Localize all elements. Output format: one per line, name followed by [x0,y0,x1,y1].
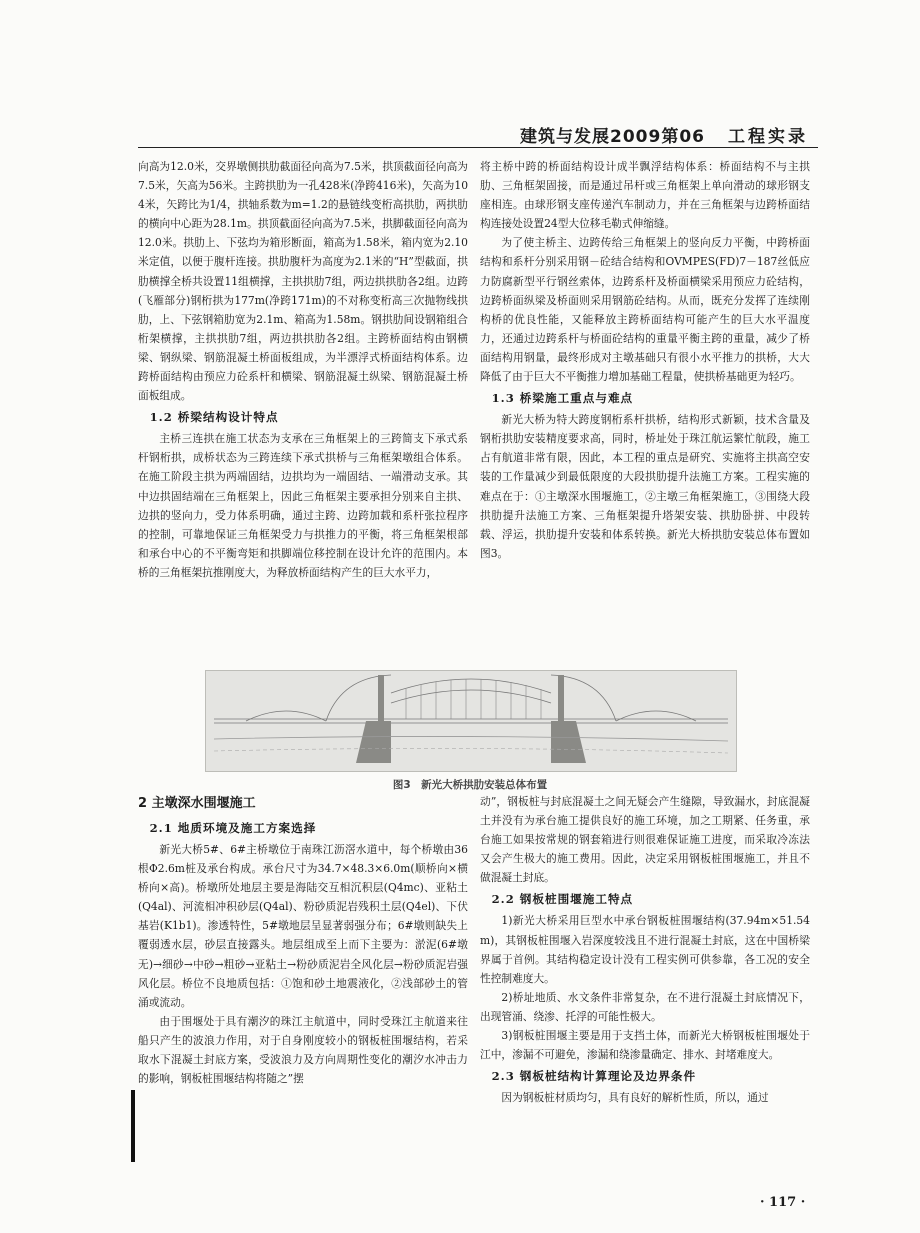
section-heading-2-2: 2.2 钢板桩围堰施工特点 [491,892,634,907]
paragraph: 1)新光大桥采用巨型水中承台钢板桩围堰结构(37.94m×51.54m)，其钢板桩围堰入岩深度较浅且不进行混凝土封底，这在中国桥梁界属于首例。其结构稳定设计没有工程实例可供参靠，各工况的安全性控制难度大。 [480,914,810,985]
column-top-right [480,157,810,563]
bridge-layout-figure [205,670,737,772]
paragraph: 新光大桥为特大跨度钢桁系杆拱桥，结构形式新颖，技术含量及钢桁拱肋安装精度要求高，同时，桥址处于珠江航运繁忙航段，施工占有航道非常有限，因此，本工程的重点是研究、实施将主拱高空安装的工作量减少到最低限度的大段拱肋提升法施工方案。工程实施的难点在于：①主墩深水围堰施工，②主墩三角框架施工，③围绕大段拱肋提升法施工方案、三角框架提升塔架安装、拱肋卧拼、中段转载、浮运，拱肋提升安装和体系转换。新光大桥拱肋安装总体布置如图3。 [480,413,810,560]
paragraph: 为了使主桥主、边跨传给三角框架上的竖向反力平衡，中跨桥面结构和系杆分别采用钢－砼结合结构和OVMPES(FD)7－187丝低应力防腐新型平行钢丝索体，边跨系杆及桥面横梁采用预应力砼结构，边跨桥面纵梁及桥面则采用钢筋砼结构。从而，既充分发挥了连续刚构桥的优良性能，又能释放主跨桥面结构可能产生的巨大水平温度力，还通过边跨系杆与桥面砼结构的重量平衡主跨的重量，减少了桥面结构用钢量，最终形成对主墩基础只有很小水平推力的拱桥，大大降低了由于巨大不平衡推力增加基础工程量，使拱桥基础更为轻巧。 [480,236,810,384]
section-heading-2-3: 2.3 钢板桩结构计算理论及边界条件 [491,1069,697,1084]
section-heading-2: 2 主墩深水围堰施工 [138,796,256,811]
paragraph: 3)钢板桩围堰主要是用于支挡土体，而新光大桥钢板桩围堰处于江中，渗漏不可避免，渗漏和绕渗量确定、排水、封堵难度大。 [480,1029,810,1062]
paragraph: 向高为12.0米，交界墩侧拱肋截面径向高为7.5米，拱顶截面径向高为7.5米，矢高为56米。主跨拱肋为一孔428米(净跨416米)，矢高为104米，矢跨比为1/4，拱轴系数为m=1.2的悬链线变桁高拱肋，两拱肋的横向中心距为28.1m。拱顶截面径向高为7.5米，拱脚截面径向高为12.0米。拱肋上、下弦均为箱形断面，箱高为1.58米，箱内宽为2.10米定值，以便于腹杆连接。拱肋腹杆为高度为2.1米的“H”型截面，拱肋横撑全桥共设置11组横撑，主拱拱肋7组，两边拱拱肋各2组。边跨(飞雁部分)钢桁拱为177m(净跨171m)的不对称变桁高三次抛物线拱肋，上、下弦钢箱肋宽为2.1m、箱高为1.58m。钢拱肋间设钢箱组合桁架横撑，主拱拱肋7组，两边拱拱肋各2组。主跨桥面结构由钢横梁、钢纵梁、钢筋混凝土桥面板组成，为半漂浮式桥面结构体系。边跨桥面结构由预应力砼系杆和横梁、钢筋混凝土纵梁、钢筋混凝土桥面板组成。 [138,160,468,403]
section-heading-1-3: 1.3 桥梁施工重点与难点 [491,391,634,406]
paragraph: 动”，钢板桩与封底混凝土之间无疑会产生缝隙，导致漏水，封底混凝土并没有为承台施工提供良好的施工环境，加之工期紧、任务重，承台施工如果按常规的钢套箱进行则很难保证施工进度，而采取冷冻法又会产生极大的施工费用。因此，决定采用钢板桩围堰施工，并且不做混凝土封底。 [480,795,810,885]
header-rule [138,147,818,148]
section-heading-2-1: 2.1 地质环境及施工方案选择 [149,821,317,835]
section-heading-1-2: 1.2 桥梁结构设计特点 [149,410,279,425]
paragraph: 2)桥址地质、水文条件非常复杂，在不进行混凝土封底情况下，出现管涌、绕渗、托浮的可能性极大。 [480,990,810,1023]
paragraph: 主桥三连拱在施工状态为支承在三角框架上的三跨简支下承式系杆钢桁拱，成桥状态为三跨连续下承式拱桥与三角框架墩组合体系。在施工阶段主拱为两端固结，边拱均为一端固结、一端滑动支承。其中边拱固结端在三角框架上，因此三角框架主要承担分别来自主拱、边拱的竖向力，受力体系明确，通过主跨、边跨加载和系杆张拉程序的控制，可靠地保证三角框架受力与拱推力的平衡，将三角框架根部和承台中心的不平衡弯矩和拱脚端位移控制在设计允许的范围内。本桥的三角框架抗推刚度大，为释放桥面结构产生的巨大水平力， [138,432,468,579]
paragraph: 将主桥中跨的桥面结构设计成半飘浮结构体系：桥面结构不与主拱肋、三角框架固接，而是通过吊杆或三角框架上单向滑动的球形钢支座相连。由球形钢支座传递汽车制动力，并在三角框架与边跨桥面结构连接处设置24型大位移毛勒式伸缩缝。 [480,160,810,231]
paragraph: 由于围堰处于具有潮汐的珠江主航道中，同时受珠江主航道来往船只产生的波浪力作用，对于自身刚度较小的钢板桩围堰结构，若采取水下混凝土封底方案，受波浪力及方向周期性变化的潮汐水冲击力的影响，钢板桩围堰结构将随之”摆 [138,1014,468,1086]
bridge-elevation-drawing [206,671,736,771]
journal-title: 建筑与发展2009第06 [520,127,705,147]
figure-caption: 图3 新光大桥拱肋安装总体布置 [392,779,548,791]
scan-artifact-mark [131,1090,135,1162]
column-top-left [138,157,468,582]
paragraph: 因为钢板桩材质均匀，具有良好的解析性质，所以，通过 [501,1091,769,1105]
paragraph: 新光大桥5#、6#主桥墩位于南珠江沥滘水道中，每个桥墩由36根Φ2.6m桩及承台构成。承台尺寸为34.7×48.3×6.0m(顺桥向×横桥向×高)。桥墩所处地层主要是海陆交互相沉积层(Q4mc)、亚粘土(Q4al)、河流相冲积砂层(Q4al)、粉砂质泥岩残积土层(Q4el)、下伏基岩(K1b1)。渗透特性，5#墩地层呈显著弱强分布；6#墩则缺失上覆弱透水层，砂层直接露头。地层组成至上而下主要为：淤泥(6#墩无)→细砂→中砂→粗砂→亚粘土→粉砂质泥岩全风化层→粉砂质泥岩强风化层。桥位不良地质包括：①饱和砂土地震液化，②浅部砂土的管涌或流动。 [138,843,468,1009]
column-bottom-right [480,792,810,1107]
column-bottom-left [138,792,468,1088]
section-name: 工程实录 [728,127,808,147]
page-number: · 117 · [760,1195,806,1210]
